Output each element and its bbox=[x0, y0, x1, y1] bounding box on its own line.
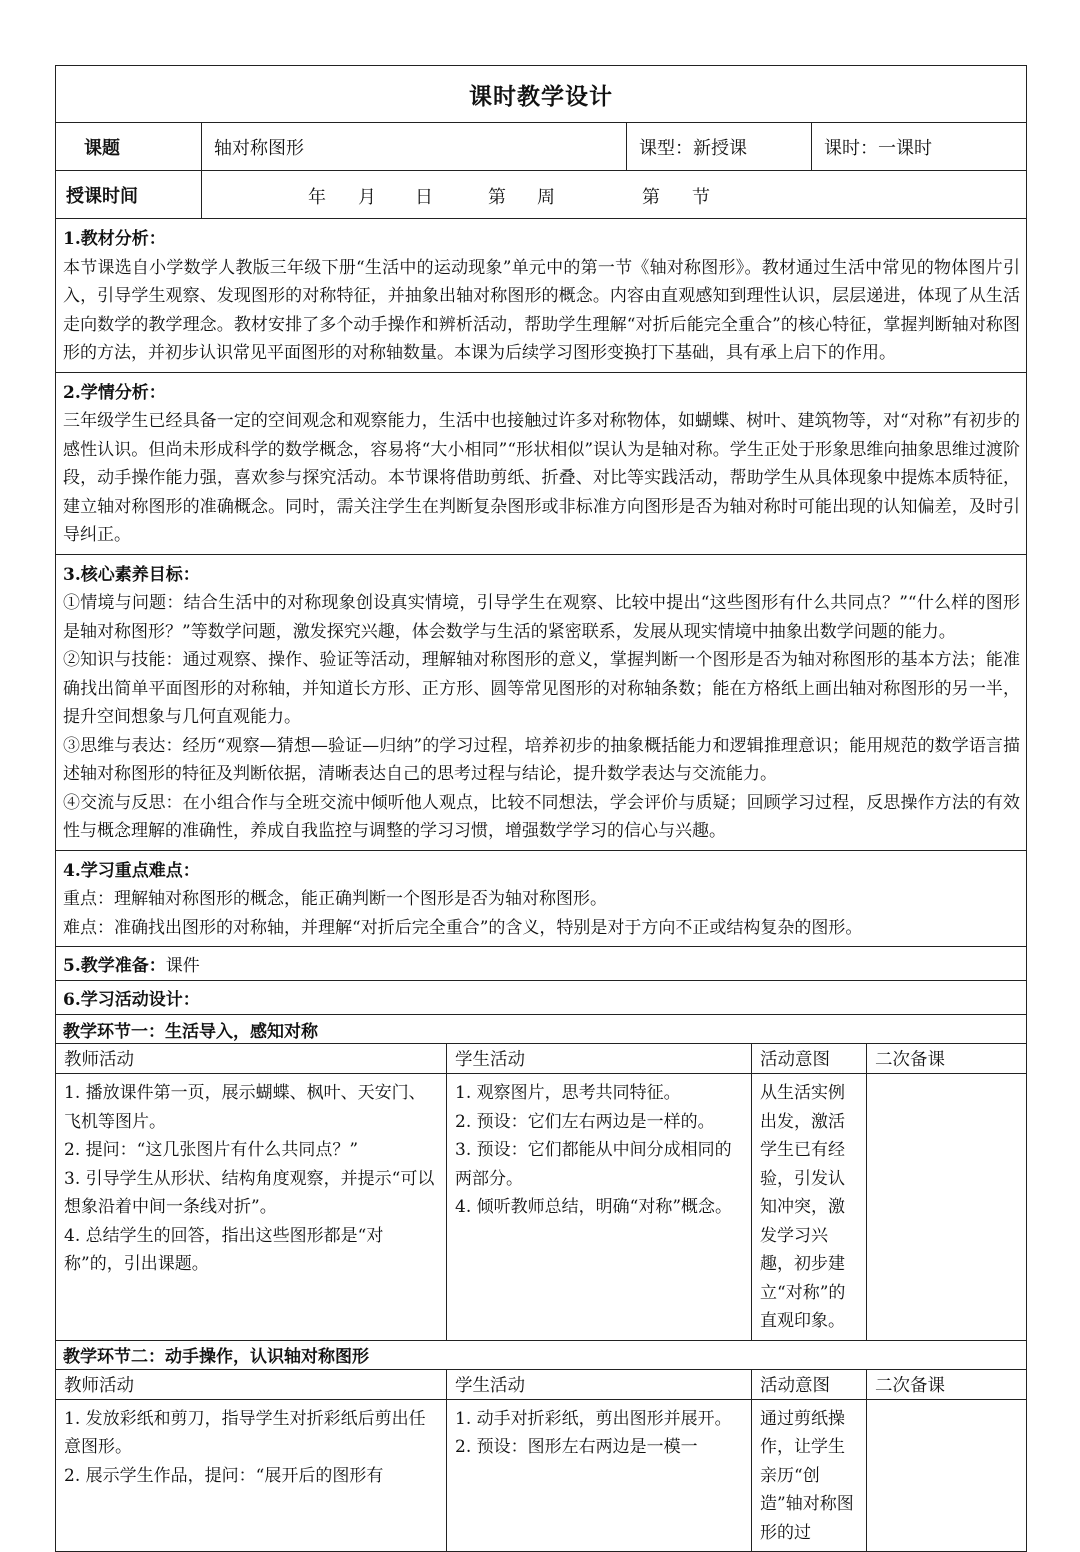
teacher-step: 3. 引导学生从形状、结构角度观察，并提示“可以想象沿着中间一条线对折”。 bbox=[64, 1168, 435, 1217]
teacher-activity-header: 教师活动 bbox=[56, 1369, 447, 1399]
student-step: 1. 动手对折彩纸，剪出图形并展开。 bbox=[455, 1408, 732, 1429]
goal-item: ②知识与技能：通过观察、操作、验证等活动，理解轴对称图形的意义，掌握判断一个图形是否为轴对称图形的基本方法；能准确找出简单平面图形的对称轴，并知道长方形、正方形、圆等常见图形的对称轴条数；能在方格纸上画出轴对称图形的另一半，提升空间想象与几何直观能力。 bbox=[63, 650, 1020, 727]
student-step: 2. 预设：图形左右两边是一模一 bbox=[455, 1437, 698, 1457]
teacher-step: 1. 播放课件第一页，展示蝴蝶、枫叶、天安门、飞机等图片。 bbox=[64, 1083, 426, 1132]
preparation-row bbox=[56, 947, 1027, 981]
student-analysis-section bbox=[56, 372, 1027, 554]
preparation-value: 课件 bbox=[165, 956, 200, 976]
section-label: 节 bbox=[692, 186, 710, 208]
intent-text: 通过剪纸操作，让学生亲历“创造”轴对称图形的过 bbox=[760, 1408, 854, 1543]
stage-2-teacher-activity bbox=[56, 1399, 447, 1552]
textbook-analysis-section bbox=[56, 219, 1027, 373]
student-step: 3. 预设：它们都能从中间分成相同的两部分。 bbox=[455, 1140, 732, 1189]
stage-1-second-prep bbox=[867, 1074, 1027, 1341]
second-prep-header: 二次备课 bbox=[867, 1044, 1027, 1074]
activity-intent-header: 活动意图 bbox=[752, 1369, 867, 1399]
activity-design-row bbox=[56, 981, 1027, 1015]
class-time-value bbox=[202, 171, 1027, 219]
activity-intent-header: 活动意图 bbox=[752, 1044, 867, 1074]
teacher-step: 1. 发放彩纸和剪刀，指导学生对折彩纸后剪出任意图形。 bbox=[64, 1408, 426, 1457]
stage-1-student-activity bbox=[447, 1074, 752, 1341]
stage-1-title: 教学环节一：生活导入，感知对称 bbox=[56, 1015, 1027, 1044]
preparation-title: 5.教学准备： bbox=[63, 956, 166, 976]
core-goals-section bbox=[56, 554, 1027, 850]
textbook-analysis-body: 本节课选自小学数学人教版三年级下册“生活中的运动现象”单元中的第一节《轴对称图形》。教材通过生活中常见的物体图片引入，引导学生观察、发现图形的对称特征，并抽象出轴对称图形的概念。内容由直观感知到理性认识，层层递进，体现了从生活走向数学的教学理念。教材安排了多个动手操作和辨析活动，帮助学生理解“对折后能完全重合”的核心特征，掌握判断轴对称图形的方法，并初步认识常见平面图形的对称轴数量。本课为后续学习图形变换打下基础，具有承上启下的作用。 bbox=[63, 257, 1020, 363]
stage-1-teacher-activity bbox=[56, 1074, 447, 1341]
stage-2-intent bbox=[752, 1399, 867, 1552]
stage-1-intent bbox=[752, 1074, 867, 1341]
stage-2-student-activity bbox=[447, 1399, 752, 1552]
goal-item: ④交流与反思：在小组合作与全班交流中倾听他人观点，比较不同想法，学会评价与质疑；回顾学习过程，反思操作方法的有效性与概念理解的准确性，养成自我监控与调整的学习习惯，增强数学学习的信心与兴趣。 bbox=[63, 792, 1020, 841]
core-goals-title: 3.核心素养目标： bbox=[63, 564, 200, 585]
student-analysis-title: 2.学情分析： bbox=[63, 382, 166, 403]
lesson-plan-table bbox=[55, 65, 1027, 1552]
second-prep-header: 二次备课 bbox=[867, 1369, 1027, 1399]
lesson-period: 课时：一课时 bbox=[812, 123, 1027, 171]
goal-item: ①情境与问题：结合生活中的对称现象创设真实情境，引导学生在观察、比较中提出“这些图形有什么共同点？”“什么样的图形是轴对称图形？”等数学问题，激发探究兴趣，体会数学与生活的紧密联系，发展从现实情境中抽象出数学问题的能力。 bbox=[63, 593, 1020, 642]
goal-item: ③思维与表达：经历“观察—猜想—验证—归纳”的学习过程，培养初步的抽象概括能力和逻辑推理意识；能用规范的数学语言描述轴对称图形的特征及判断依据，清晰表达自己的思考过程与结论，提升数学表达与交流能力。 bbox=[63, 735, 1020, 784]
key-point: 重点：理解轴对称图形的概念，能正确判断一个图形是否为轴对称图形。 bbox=[63, 889, 607, 909]
student-step: 2. 预设：它们左右两边是一样的。 bbox=[455, 1111, 715, 1132]
lesson-plan-document bbox=[55, 65, 1026, 1552]
student-step: 4. 倾听教师总结，明确“对称”概念。 bbox=[455, 1197, 733, 1217]
teacher-step: 2. 展示学生作品，提问：“展开后的图形有 bbox=[64, 1465, 384, 1486]
student-analysis-body: 三年级学生已经具备一定的空间观念和观察能力，生活中也接触过许多对称物体，如蝴蝶、树叶、建筑物等，对“对称”有初步的感性认识。但尚未形成科学的数学概念，容易将“大小相同”“形状相似”误认为是轴对称。学生正处于形象思维向抽象思维过渡阶段，动手操作能力强，喜欢参与探究活动。本节课将借助剪纸、折叠、对比等实践活动，帮助学生从具体现象中提炼本质特征，建立轴对称图形的准确概念。同时，需关注学生在判断复杂图形或非标准方向图形是否为轴对称时可能出现的认知偏差，及时引导纠正。 bbox=[63, 411, 1020, 545]
stage-2-title: 教学环节二：动手操作，认识轴对称图形 bbox=[56, 1340, 1027, 1369]
year-label: 年 bbox=[308, 186, 326, 208]
teacher-activity-header: 教师活动 bbox=[56, 1044, 447, 1074]
activity-design-title: 6.学习活动设计： bbox=[63, 990, 200, 1010]
student-activity-header: 学生活动 bbox=[447, 1369, 752, 1399]
time-label: 授课时间 bbox=[56, 171, 202, 219]
student-step: 1. 观察图片，思考共同特征。 bbox=[455, 1083, 681, 1103]
week-prefix: 第 bbox=[488, 186, 506, 208]
topic-label: 课题 bbox=[56, 123, 202, 171]
section-prefix: 第 bbox=[642, 186, 660, 208]
document-title: 课时教学设计 bbox=[56, 66, 1027, 123]
teacher-step: 4. 总结学生的回答，指出这些图形都是“对称”的，引出课题。 bbox=[64, 1225, 384, 1274]
lesson-type: 课型：新授课 bbox=[627, 123, 812, 171]
teacher-step: 2. 提问：“这几张图片有什么共同点？” bbox=[64, 1140, 359, 1160]
difficulty-point: 难点：准确找出图形的对称轴，并理解“对折后完全重合”的含义，特别是对于方向不正或结构复杂的图形。 bbox=[63, 917, 863, 938]
topic-value: 轴对称图形 bbox=[202, 123, 627, 171]
month-label: 月 bbox=[358, 186, 376, 208]
intent-text: 从生活实例出发，激活学生已有经验，引发认知冲突，激发学习兴趣，初步建立“对称”的直观印象。 bbox=[760, 1083, 846, 1331]
day-label: 日 bbox=[415, 186, 433, 208]
week-label: 周 bbox=[537, 186, 555, 208]
textbook-analysis-title: 1.教材分析： bbox=[63, 229, 166, 249]
key-points-section bbox=[56, 850, 1027, 947]
student-activity-header: 学生活动 bbox=[447, 1044, 752, 1074]
stage-2-second-prep bbox=[867, 1399, 1027, 1552]
key-points-title: 4.学习重点难点： bbox=[63, 860, 200, 881]
